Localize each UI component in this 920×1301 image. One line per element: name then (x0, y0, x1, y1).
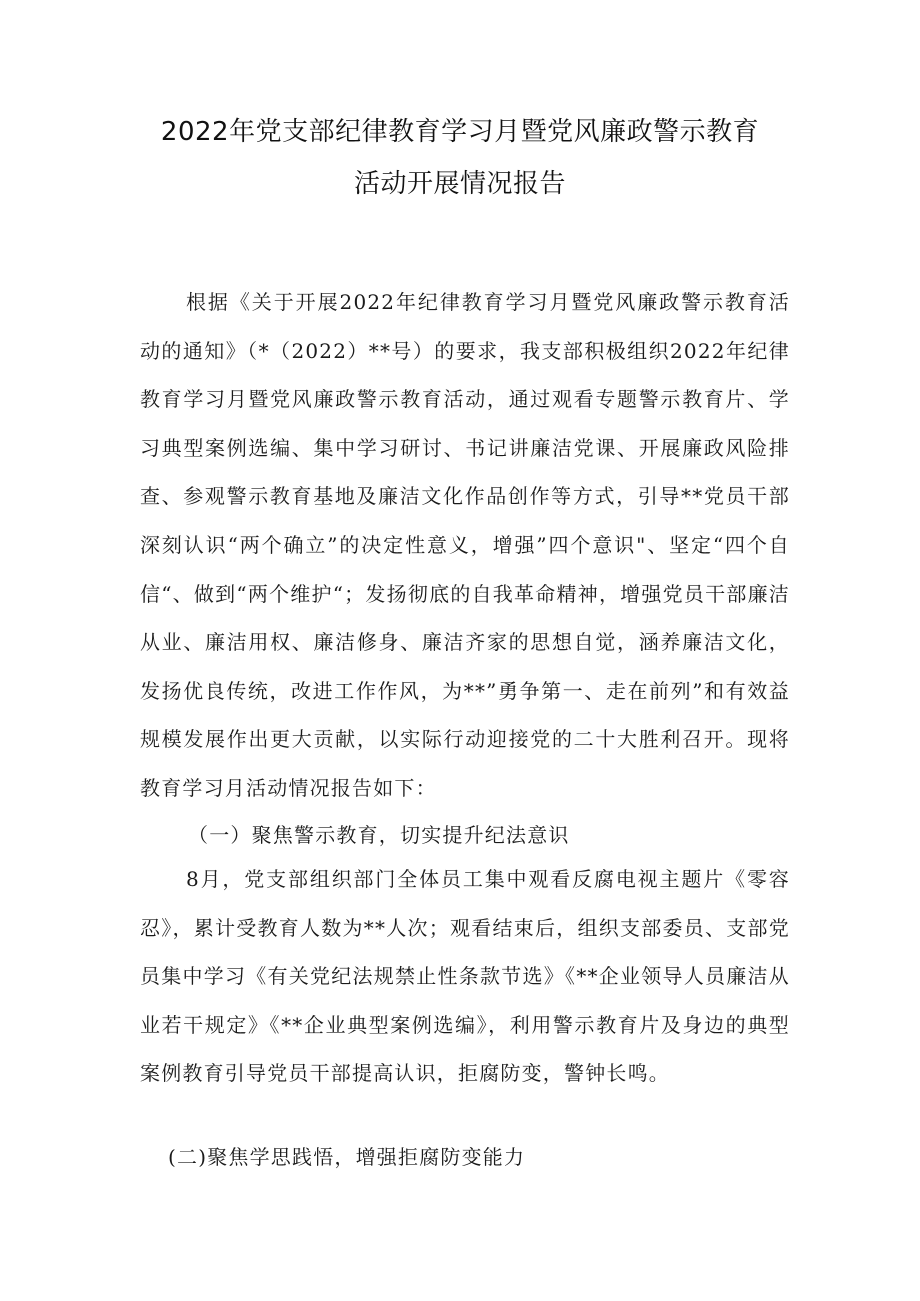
document-title-line-2: 活动开展情况报告 (353, 169, 566, 199)
intro-paragraph: 根据《关于开展2022年纪律教育学习月暨党风廉政警示教育活动的通知》（*（2022）**号）的要求，我支部积极组织2022年纪律教育学习月暨党风廉政警示教育活动，通过观看专题警示教育片、学习典型案例选编、集中学习研讨、书记讲廉洁党课、开展廉政风险排查、参观警示教育基地及廉洁文化作品创作等方式，引导**党员干部深刻认识“两个确立”的决定性意义，增强”四个意识"、坚定“四个自信“、做到“两个维护“；发扬彻底的自我革命精神，增强党员干部廉洁从业、廉洁用权、廉洁修身、廉洁齐家的思想自觉，涵养廉洁文化，发扬优良传统，改进工作作风，为**”勇争第一、走在前列”和有效益规模发展作出更大贡献，以实际行动迎接党的二十大胜利召开。现将教育学习月活动情况报告如下： (140, 290, 790, 800)
document-title-line-1: 2022年党支部纪律教育学习月暨党风廉政警示教育 (160, 117, 760, 147)
section-heading-2: (二)聚焦学思践悟，增强拒腐防变能力 (168, 1145, 526, 1169)
section-1-paragraph: 8月，党支部组织部门全体员工集中观看反腐电视主题片《零容忍》，累计受教育人数为**人次；观看结束后，组织支部委员、支部党员集中学习《有关党纪法规禁止性条款节选》《**企业领导人员廉洁从业若干规定》《**企业典型案例选编》，利用警示教育片及身边的典型案例教育引导党员干部提高认识，拒腐防变，警钟长鸣。 (140, 867, 790, 1086)
section-heading-1: （一）聚焦警示教育，切实提升纪法意识 (188, 823, 570, 847)
